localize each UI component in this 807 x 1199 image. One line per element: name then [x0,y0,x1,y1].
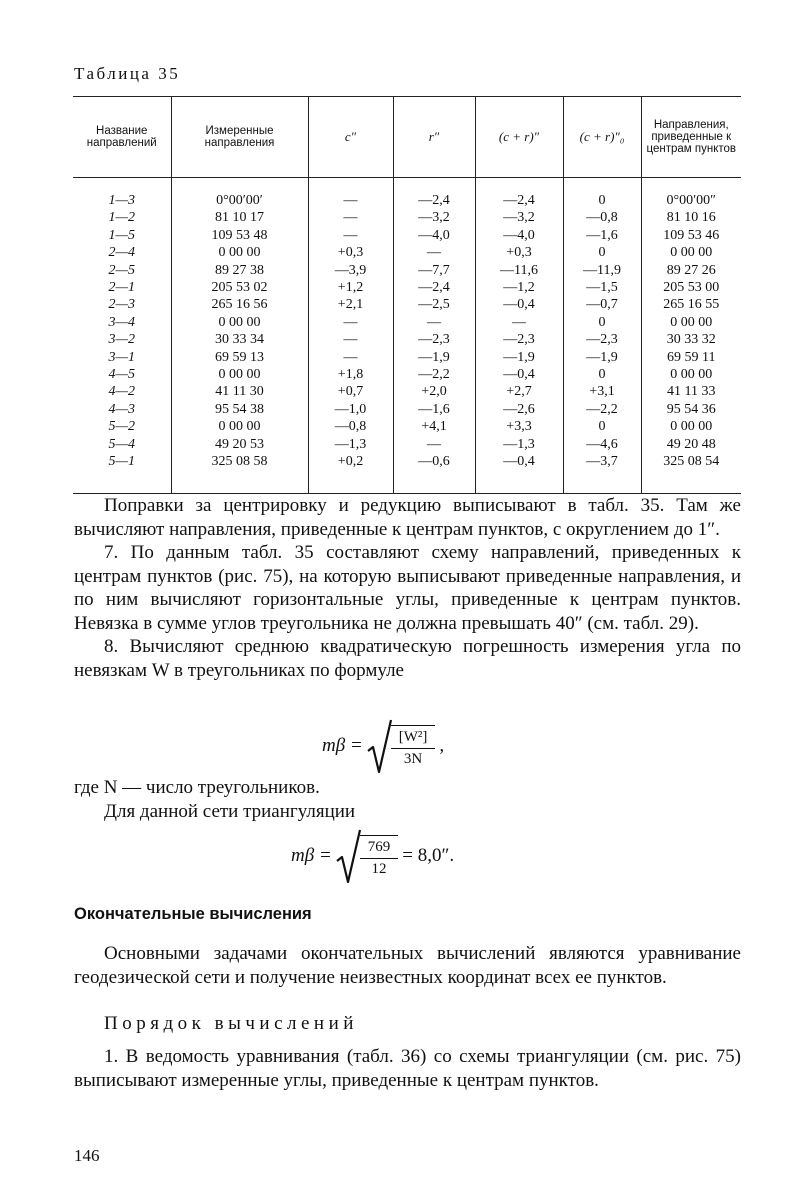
table-cell: 1—2 [108,210,135,226]
table-cell: +2,0 [393,383,475,400]
table-row [73,227,741,244]
header-name: Название направлений [73,97,171,178]
paragraph: Основными задачами окончательных вычислений являются уравнивание геодезической сети и получение неизвестных координат всех ее пунктов. [74,943,741,988]
table-cell: —4,0 [475,227,563,244]
table-cell: 30 33 34 [171,331,308,348]
table-body [73,178,741,494]
table-cell: 109 53 46 [641,227,741,244]
table-row [73,178,741,210]
table-cell: —1,9 [393,349,475,366]
table-cell: 0 [563,178,641,210]
table-cell: +0,3 [475,244,563,261]
table-cell: — [393,314,475,331]
table-cell: —0,8 [563,209,641,226]
table-cell: 265 16 56 [171,296,308,313]
table-cell: 0 00 00 [641,314,741,331]
table-cell: +1,2 [308,279,393,296]
table-cell: 69 59 11 [641,349,741,366]
table-row [73,418,741,435]
header-reduced: Направления, приведенные к центрам пунктов [641,97,741,178]
table-cell: 0 [563,418,641,435]
table-cell: — [475,314,563,331]
table-cell: +4,1 [393,418,475,435]
table-cell: — [308,314,393,331]
table-cell: 2—3 [108,297,135,313]
table-cell: —3,9 [308,262,393,279]
formula-tail: , [439,735,445,756]
table-cell: 5—4 [108,436,135,452]
table-cell: —1,6 [563,227,641,244]
table-cell: —3,2 [393,209,475,226]
header-measured: Измеренные направления [171,97,308,178]
formula-lhs: mβ = [291,845,332,866]
table-cell: —2,5 [393,296,475,313]
table-cell: 49 20 48 [641,436,741,453]
table-cell: —3,2 [475,209,563,226]
table-cell: 0 [563,366,641,383]
table-cell: —0,4 [475,296,563,313]
radical-icon [367,718,393,774]
table-35 [73,96,741,494]
table-cell: 109 53 48 [171,227,308,244]
table-cell: —0,4 [475,366,563,383]
table-cell: —1,9 [563,349,641,366]
numerator: 769 [360,839,399,859]
table-row [73,401,741,418]
table-cell: —1,0 [308,401,393,418]
table-cell: —11,6 [475,262,563,279]
table-row [73,383,741,400]
table-cell: —3,7 [563,453,641,493]
table-cell: —2,3 [475,331,563,348]
table-cell: 0 00 00 [641,418,741,435]
radical-icon [336,828,362,884]
table-cell: 3—2 [108,332,135,348]
table-cell: — [393,244,475,261]
table-cell: —0,4 [475,453,563,493]
table-cell: 325 08 54 [641,453,741,493]
table-row [73,436,741,453]
table-cell: 0 00 00 [171,314,308,331]
table-cell: 2—5 [108,262,135,278]
text-block-3 [74,942,741,989]
table-cell: —2,4 [393,178,475,210]
table-cell: 0 [563,314,641,331]
table-cell: 5—2 [108,419,135,435]
table-cell: 4—5 [108,367,135,383]
table-cell: +0,2 [308,453,393,493]
table-cell: —2,4 [393,279,475,296]
table-row [73,279,741,296]
table-row [73,366,741,383]
table-cell: 265 16 55 [641,296,741,313]
table-cell: 0°00′00″ [641,178,741,210]
table-row [73,314,741,331]
denominator: 3N [403,750,423,767]
table-cell: 95 54 38 [171,401,308,418]
table-cell: 4—3 [108,401,135,417]
page-number: 146 [74,1146,100,1165]
formula-result-value: = 8,0″. [402,845,455,866]
table-row [73,349,741,366]
table-cell: +2,1 [308,296,393,313]
table-cell: 5—1 [73,453,171,493]
table-cell: —1,2 [475,279,563,296]
text-block-4 [74,1045,741,1092]
text-block-1 [74,494,741,682]
paragraph: 7. По данным табл. 35 составляют схему направлений, приведенных к центрам пунктов (рис. 75), на которую выписывают приведенные направления, и по ним вычисляют горизонтальные углы, приведенные к центрам пунктов. Невязка в сумме углов треугольника не должна превышать 40″ (см. табл. 29). [74,542,741,634]
table-cell: —11,9 [563,262,641,279]
table-cell: —2,3 [563,331,641,348]
formula-rms [322,718,444,774]
section-title: Окончательные вычисления [74,905,312,923]
paragraph: 1. В ведомость уравнивания (табл. 36) со схемы триангуляции (см. рис. 75) выписывают измеренные углы, приведенные к центрам пунктов. [74,1046,741,1091]
table-cell: —0,7 [563,296,641,313]
table-cell: +3,3 [475,418,563,435]
formula-lhs: mβ = [322,735,363,756]
paragraph: 8. Вычисляют среднюю квадратическую погрешность измерения угла по невязкам W в треугольниках по формуле [74,636,741,681]
table-cell: 3—4 [108,314,135,330]
table-cell: — [308,178,393,210]
table-cell: —1,9 [475,349,563,366]
data-table [73,96,741,494]
table-cell: 2—4 [108,245,135,261]
formula-result [291,828,454,884]
fraction [360,835,399,878]
table-cell: 89 27 26 [641,262,741,279]
table-cell: 0°00′00′ [171,178,308,210]
table-cell: —0,6 [393,453,475,493]
table-row [73,296,741,313]
table-cell: 95 54 36 [641,401,741,418]
table-cell: 89 27 38 [171,262,308,279]
table-cell: 0 00 00 [641,366,741,383]
table-cell: 81 10 16 [641,209,741,226]
paragraph: Поправки за центрировку и редукцию выписывают в табл. 35. Там же вычисляют направления, приведенные к центрам пунктов, с округлением до 1″. [74,495,741,540]
table-caption: Таблица 35 [74,64,181,83]
header-c-plus-r-0: (c + r)″₀ [563,97,641,178]
table-row [73,244,741,261]
table-cell: 1—3 [108,193,135,208]
table-cell: —4,0 [393,227,475,244]
table-cell: +1,8 [308,366,393,383]
table-cell: 3—1 [108,349,135,365]
table-cell: 1—5 [108,227,135,243]
sqrt-sign [336,828,399,884]
table-cell: 4—2 [108,384,135,400]
table-cell: —1,3 [308,436,393,453]
table-cell: +3,1 [563,383,641,400]
table-cell: —2,2 [563,401,641,418]
table-cell: 30 33 32 [641,331,741,348]
denominator: 12 [371,860,387,877]
table-cell: 41 11 30 [171,383,308,400]
table-cell: —2,2 [393,366,475,383]
table-cell: — [308,349,393,366]
numerator: [W²] [391,729,436,749]
table-row [73,262,741,279]
table-cell: +0,3 [308,244,393,261]
table-cell: 0 [563,244,641,261]
table-cell: 0 00 00 [171,366,308,383]
table-cell: —2,6 [475,401,563,418]
table-cell: —4,6 [563,436,641,453]
sqrt-sign [367,718,436,774]
table-row [73,453,741,493]
table-cell: 205 53 02 [171,279,308,296]
header-r: r″ [393,97,475,178]
table-cell: —0,8 [308,418,393,435]
table-cell: +2,7 [475,383,563,400]
table-row [73,331,741,348]
header-c-plus-r: (c + r)″ [475,97,563,178]
table-cell: — [393,436,475,453]
table-cell: 69 59 13 [171,349,308,366]
table-cell: 41 11 33 [641,383,741,400]
table-cell: +0,7 [308,383,393,400]
subsection-title: Порядок вычислений [104,1013,358,1034]
header-c: c″ [308,97,393,178]
table-cell: 81 10 17 [171,209,308,226]
table-cell: 49 20 53 [171,436,308,453]
paragraph: Для данной сети триангуляции [104,800,356,822]
table-cell: —1,6 [393,401,475,418]
table-cell: — [308,209,393,226]
table-cell: 0 00 00 [171,418,308,435]
table-cell: 2—1 [108,280,135,296]
table-cell: — [308,331,393,348]
text-block-2 [74,776,741,823]
table-cell: 205 53 00 [641,279,741,296]
table-cell: —2,3 [393,331,475,348]
table-cell: 0 00 00 [641,244,741,261]
paragraph: где N — число треугольников. [74,777,320,798]
table-cell: —1,5 [563,279,641,296]
table-cell: 325 08 58 [171,453,308,493]
table-cell: —2,4 [475,178,563,210]
table-cell: —1,3 [475,436,563,453]
table-cell: —7,7 [393,262,475,279]
fraction [391,725,436,768]
table-cell: — [308,227,393,244]
table-row [73,209,741,226]
table-cell: 0 00 00 [171,244,308,261]
